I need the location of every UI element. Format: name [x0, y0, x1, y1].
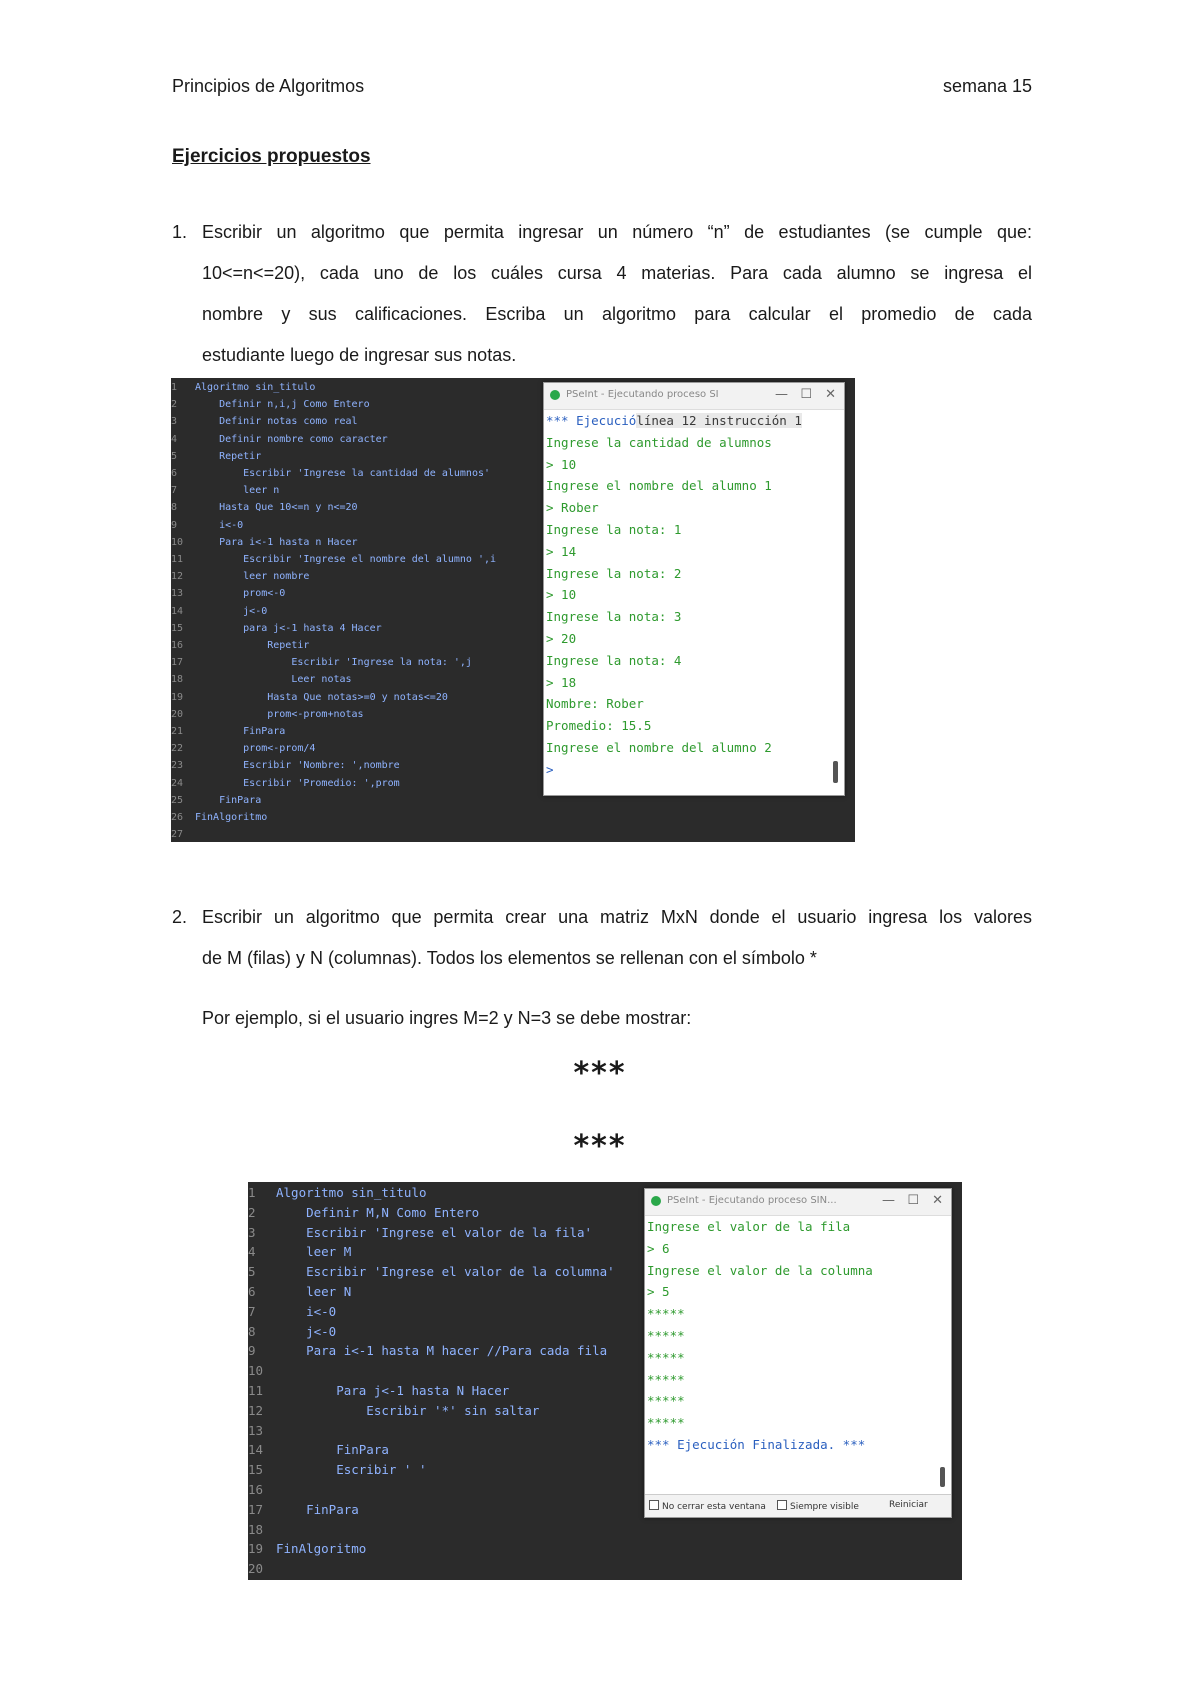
line-number: 3	[248, 1224, 256, 1240]
code-text: Definir nombre como caracter	[195, 433, 388, 445]
code-line	[171, 499, 358, 516]
line-number: 22	[171, 743, 184, 755]
line-number: 18	[248, 1521, 264, 1537]
line-number: 12	[171, 571, 184, 583]
code-line	[248, 1440, 389, 1460]
code-line	[171, 379, 315, 396]
line-number: 1	[171, 382, 178, 393]
code-text: prom<-0	[195, 588, 286, 600]
pseint-logo-icon	[651, 1196, 661, 1206]
code-line	[171, 689, 448, 706]
code-text: j<-0	[276, 1323, 337, 1339]
code-line	[248, 1460, 427, 1480]
terminal-text: *****	[647, 1371, 685, 1387]
code-line	[248, 1223, 592, 1243]
code-line	[248, 1421, 276, 1441]
line-number: 9	[171, 519, 178, 531]
terminal-line	[546, 759, 844, 781]
terminal-line	[546, 432, 844, 454]
doc-header-right: semana 15	[942, 76, 1032, 96]
code-line	[171, 637, 309, 654]
code-text: Escribir 'Ingrese el valor de la fila'	[276, 1224, 593, 1240]
code-text: prom<-prom/4	[195, 743, 316, 755]
terminal-text: > 10	[546, 456, 577, 472]
exercise-1	[172, 212, 1032, 376]
terminal-text: *****	[647, 1393, 685, 1409]
code-text: Escribir 'Ingrese el valor de la columna'	[276, 1264, 615, 1280]
terminal-text: Ingrese la nota: 2	[546, 565, 682, 581]
code-line	[171, 413, 358, 430]
code-line	[171, 757, 400, 774]
restart-button[interactable]: Reiniciar	[889, 1500, 928, 1510]
terminal-line	[546, 410, 844, 432]
terminal-text: *** Ejecució	[546, 413, 637, 428]
terminal-text: Ingrese el valor de la columna	[647, 1262, 873, 1278]
code-line	[171, 396, 370, 413]
terminal-text: Promedio: 15.5	[546, 718, 652, 734]
line-number: 7	[171, 485, 178, 497]
close-icon[interactable]: ✕	[932, 1193, 943, 1208]
line-number: 13	[171, 588, 184, 600]
terminal-text: > 18	[546, 674, 577, 690]
screenshot-exercise-1	[171, 378, 855, 842]
terminal-scrollbar-2[interactable]	[940, 1467, 945, 1487]
line-number: 11	[171, 554, 184, 565]
terminal-text: *****	[647, 1415, 685, 1431]
code-line	[248, 1322, 336, 1342]
line-number: 7	[248, 1303, 256, 1319]
line-number: 1	[248, 1185, 256, 1200]
minimize-icon[interactable]: —	[882, 1193, 895, 1208]
code-text: Hasta Que notas>=0 y notas<=20	[195, 691, 448, 703]
code-text: leer n	[195, 485, 280, 497]
exercise-2-number: 2.	[172, 907, 188, 927]
line-number: 10	[171, 536, 184, 548]
code-line	[171, 517, 243, 534]
code-text: FinPara	[195, 726, 286, 737]
code-line	[248, 1302, 336, 1322]
line-number: 13	[248, 1422, 264, 1438]
line-number: 14	[248, 1442, 264, 1458]
code-line	[171, 482, 279, 499]
exercise-1-line: Escribir un algoritmo que permita ingresar un número “n” de estudiantes (se cumple que:	[202, 222, 1032, 242]
terminal-line	[647, 1238, 951, 1260]
code-line	[248, 1282, 351, 1302]
code-text: Definir notas como real	[195, 416, 358, 428]
terminal-text: > 20	[546, 630, 577, 646]
terminal-text: >	[546, 761, 554, 777]
line-number: 15	[171, 622, 184, 634]
terminal-line	[647, 1325, 951, 1347]
terminal-text: > Rober	[546, 500, 599, 516]
code-text: Escribir 'Nombre: ',nombre	[195, 760, 400, 772]
code-line	[248, 1520, 276, 1540]
keep-open-label: No cerrar esta ventana	[662, 1502, 766, 1512]
line-number: 12	[248, 1402, 264, 1418]
code-text: Repetir	[195, 640, 310, 651]
terminal-text: *****	[647, 1306, 685, 1322]
code-line	[248, 1361, 276, 1381]
code-line	[248, 1262, 615, 1282]
example-stars-row-1: ***	[573, 1056, 627, 1091]
exercise-1-number: 1.	[172, 222, 188, 242]
checkbox-icon[interactable]	[777, 1500, 787, 1510]
always-visible-option[interactable]	[777, 1500, 859, 1512]
code-line	[248, 1500, 359, 1520]
line-number: 4	[248, 1244, 256, 1260]
code-text: Hasta Que 10<=n y n<=20	[195, 502, 358, 514]
pseint-logo-icon	[550, 390, 560, 400]
code-text: leer N	[276, 1284, 352, 1299]
section-title: Ejercicios propuestos	[172, 146, 371, 167]
terminal-line	[647, 1347, 951, 1369]
keep-open-option[interactable]	[649, 1500, 766, 1512]
code-line	[171, 465, 490, 482]
terminal-scrollbar-1[interactable]	[833, 761, 838, 783]
line-number: 21	[171, 726, 184, 737]
terminal-footer-2	[645, 1494, 951, 1517]
terminal-line	[647, 1260, 951, 1282]
code-text: Algoritmo sin_titulo	[195, 382, 316, 393]
terminal-line	[546, 541, 844, 563]
line-number: 19	[248, 1541, 264, 1557]
code-text: Escribir 'Ingrese la cantidad de alumnos'	[195, 468, 491, 479]
code-line	[171, 775, 400, 792]
line-number: 3	[171, 416, 178, 428]
code-text: Escribir 'Ingrese la nota: ',j	[195, 657, 472, 669]
terminal-line	[647, 1412, 951, 1434]
code-text: Para i<-1 hasta M hacer //Para cada fila	[276, 1343, 608, 1359]
line-number: 6	[171, 468, 178, 479]
code-text: Escribir '*' sin saltar	[276, 1402, 540, 1418]
line-number: 17	[171, 657, 184, 669]
terminal-line	[546, 563, 844, 585]
code-text: Para i<-1 hasta n Hacer	[195, 536, 358, 548]
code-text: FinAlgoritmo	[276, 1541, 367, 1557]
line-number: 16	[248, 1482, 264, 1497]
terminal-line	[546, 454, 844, 476]
terminal-line	[647, 1281, 951, 1303]
code-line	[248, 1203, 479, 1223]
code-line	[248, 1341, 607, 1361]
terminal-line	[546, 628, 844, 650]
code-line	[171, 568, 309, 585]
line-number: 2	[171, 399, 178, 411]
minimize-icon[interactable]: —	[775, 387, 788, 402]
terminal-output-2	[645, 1216, 951, 1456]
screenshot-exercise-2	[248, 1182, 962, 1580]
terminal-line	[546, 475, 844, 497]
terminal-status-text: línea 12 instrucción 1	[636, 413, 802, 428]
terminal-line	[647, 1369, 951, 1391]
code-line	[171, 603, 267, 620]
line-number: 20	[171, 708, 184, 720]
example-intro: Por ejemplo, si el usuario ingres M=2 y N=3 se debe mostrar:	[202, 1008, 692, 1028]
terminal-text: > 14	[546, 543, 577, 559]
maximize-icon[interactable]: ☐	[800, 387, 812, 402]
line-number: 8	[248, 1323, 256, 1339]
code-text: FinPara	[195, 794, 262, 806]
line-number: 19	[171, 691, 184, 703]
code-line	[171, 809, 267, 826]
exercise-1-line: nombre y sus calificaciones. Escriba un algoritmo para calcular el promedio de cada	[202, 304, 1032, 324]
terminal-text: *****	[647, 1349, 685, 1365]
code-line	[171, 551, 496, 568]
code-line	[171, 534, 358, 551]
terminal-text: *****	[647, 1327, 685, 1343]
code-text: FinPara	[276, 1442, 389, 1458]
exercise-2	[172, 897, 1032, 979]
code-text: Para j<-1 hasta N Hacer	[276, 1383, 510, 1398]
line-number: 26	[171, 812, 184, 823]
terminal-line	[546, 672, 844, 694]
doc-header-left: Principios de Algoritmos	[172, 76, 365, 96]
checkbox-icon[interactable]	[649, 1500, 659, 1510]
code-line	[171, 671, 352, 688]
code-text: leer nombre	[195, 571, 310, 583]
code-text: i<-0	[276, 1303, 337, 1319]
code-line	[248, 1480, 276, 1500]
code-text: FinPara	[276, 1501, 359, 1517]
terminal-text: > 10	[546, 587, 577, 603]
line-number: 23	[171, 760, 184, 772]
exercise-2-text	[202, 897, 1032, 979]
line-number: 5	[171, 450, 178, 462]
terminal-text: Ingrese el nombre del alumno 2	[546, 739, 772, 755]
code-text: Escribir 'Promedio: ',prom	[195, 777, 400, 789]
code-editor-2	[248, 1182, 638, 1580]
line-number: 11	[248, 1383, 264, 1398]
terminal-text: Ingrese el nombre del alumno 1	[546, 478, 772, 494]
line-number: 2	[248, 1204, 256, 1220]
code-line	[248, 1381, 509, 1401]
terminal-line	[546, 715, 844, 737]
exercise-2-line: de M (filas) y N (columnas). Todos los elementos se rellenan con el símbolo *	[202, 948, 817, 968]
code-text: Definir M,N Como Entero	[276, 1204, 480, 1220]
close-icon[interactable]: ✕	[825, 387, 836, 402]
terminal-line	[647, 1216, 951, 1238]
line-number: 9	[248, 1343, 256, 1359]
terminal-line	[546, 737, 844, 759]
terminal-text: Ingrese la nota: 4	[546, 652, 682, 668]
code-line	[171, 826, 195, 842]
code-text: prom<-prom+notas	[195, 708, 364, 720]
line-number: 10	[248, 1363, 264, 1379]
terminal-output-1	[544, 410, 844, 781]
exercise-2-line: Escribir un algoritmo que permita crear una matriz MxN donde el usuario ingresa los valores	[202, 907, 1032, 927]
code-line	[248, 1401, 539, 1421]
code-line	[248, 1539, 366, 1559]
terminal-title-2: PSeInt - Ejecutando proceso SIN...	[667, 1195, 837, 1206]
exercise-1-line: 10<=n<=20), cada uno de los cuáles cursa 4 materias. Para cada alumno se ingresa el	[202, 263, 1032, 283]
code-text: para j<-1 hasta 4 Hacer	[195, 622, 382, 634]
line-number: 16	[171, 640, 184, 651]
terminal-line	[647, 1390, 951, 1412]
line-number: 18	[171, 674, 184, 686]
terminal-titlebar-1	[544, 383, 844, 410]
code-text: Algoritmo sin_titulo	[276, 1185, 427, 1200]
code-line	[171, 654, 472, 671]
line-number: 5	[248, 1264, 256, 1280]
terminal-text: Ingrese la cantidad de alumnos	[546, 434, 772, 450]
terminal-window-2	[644, 1188, 952, 1518]
terminal-text: *** Ejecución Finalizada. ***	[647, 1436, 866, 1452]
code-line	[171, 448, 261, 465]
code-line	[171, 585, 285, 602]
code-text: leer M	[276, 1244, 352, 1260]
terminal-text: Ingrese el valor de la fila	[647, 1219, 851, 1234]
terminal-text: Ingrese la nota: 3	[546, 609, 682, 625]
code-text: Escribir ' '	[276, 1462, 427, 1478]
terminal-line	[647, 1303, 951, 1325]
code-editor-1	[171, 378, 531, 842]
terminal-window-1	[543, 382, 845, 796]
line-number: 17	[248, 1501, 264, 1517]
code-line	[171, 723, 285, 740]
code-line	[171, 706, 364, 723]
example-stars-row-2: ***	[573, 1129, 627, 1164]
terminal-line	[546, 584, 844, 606]
code-line	[171, 740, 315, 757]
terminal-line	[546, 606, 844, 628]
terminal-line	[546, 519, 844, 541]
always-visible-label: Siempre visible	[790, 1502, 859, 1512]
terminal-title-1: PSeInt - Ejecutando proceso SI	[566, 389, 719, 400]
code-text: i<-0	[195, 519, 244, 531]
line-number: 25	[171, 794, 184, 806]
terminal-line	[647, 1434, 951, 1456]
terminal-text: Ingrese la nota: 1	[546, 521, 682, 537]
terminal-line	[546, 650, 844, 672]
terminal-text: > 5	[647, 1284, 670, 1300]
code-line	[248, 1242, 351, 1262]
line-number: 8	[171, 502, 178, 514]
code-line	[171, 620, 382, 637]
maximize-icon[interactable]: ☐	[907, 1193, 919, 1208]
terminal-text: > 6	[647, 1240, 670, 1256]
exercise-1-line: estudiante luego de ingresar sus notas.	[202, 345, 517, 365]
code-line	[171, 792, 261, 809]
code-text: j<-0	[195, 605, 268, 617]
terminal-line	[546, 497, 844, 519]
code-text: Repetir	[195, 450, 262, 462]
exercise-1-text	[202, 212, 1032, 376]
line-number: 20	[248, 1561, 264, 1577]
terminal-line	[546, 693, 844, 715]
terminal-titlebar-2	[645, 1189, 951, 1216]
code-line	[171, 431, 388, 448]
code-text: Escribir 'Ingrese el nombre del alumno ',i	[195, 554, 497, 565]
line-number: 24	[171, 777, 184, 789]
line-number: 14	[171, 605, 184, 617]
line-number: 15	[248, 1462, 264, 1478]
code-text: Definir n,i,j Como Entero	[195, 399, 370, 411]
code-text: Leer notas	[195, 674, 352, 686]
code-line	[248, 1559, 276, 1579]
code-text: FinAlgoritmo	[195, 812, 268, 823]
line-number: 4	[171, 433, 178, 445]
line-number: 27	[171, 829, 184, 841]
line-number: 6	[248, 1284, 256, 1299]
terminal-text: Nombre: Rober	[546, 696, 644, 712]
code-line	[248, 1183, 427, 1203]
